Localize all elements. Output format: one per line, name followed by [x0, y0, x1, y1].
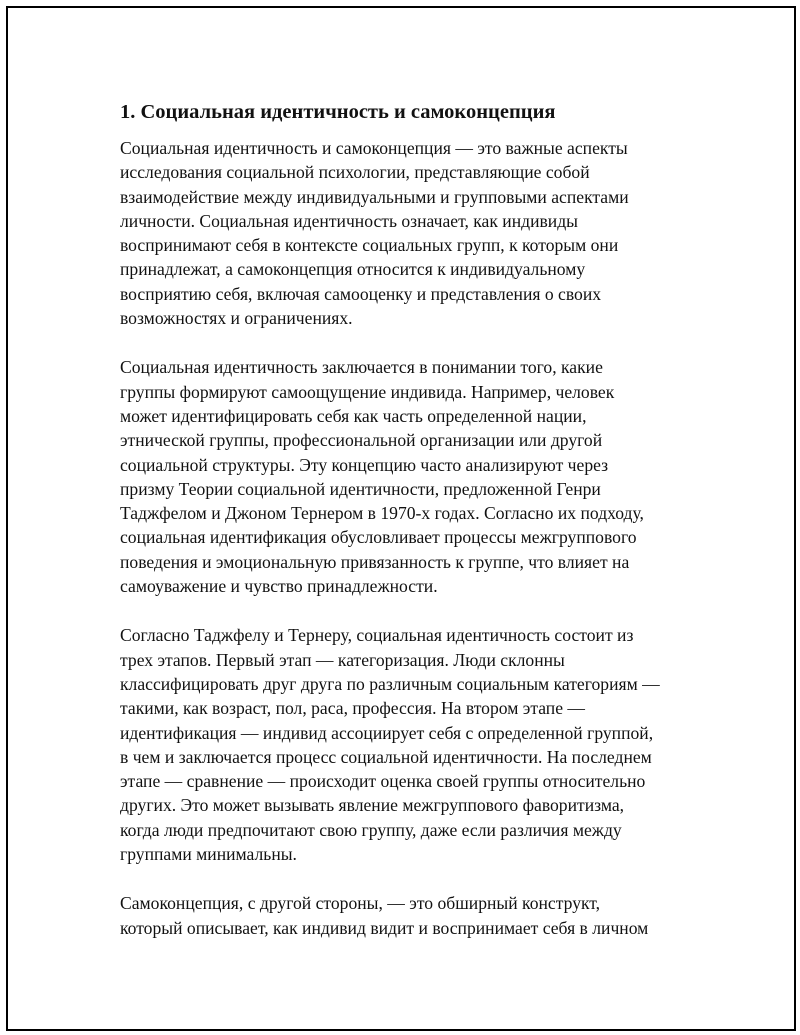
page-frame: [6, 6, 796, 1031]
text-line: такими, как возраст, пол, раса, профессия. На втором этапе —: [120, 698, 586, 719]
text-line: исследования социальной психологии, представляющие собой: [120, 162, 590, 183]
text-line: Таджфелом и Джоном Тернером в 1970-х годах. Согласно их подходу,: [120, 503, 644, 524]
text-line: который описывает, как индивид видит и воспринимает себя в личном: [120, 917, 649, 938]
text-line: самоуважение и чувство принадлежности.: [120, 576, 438, 597]
text-line: трех этапов. Первый этап — категоризация. Люди склонны: [120, 649, 565, 670]
text-line: в чем и заключается процесс социальной идентичности. На последнем: [120, 746, 652, 767]
text-line: Согласно Таджфелу и Тернеру, социальная идентичность состоит из: [120, 625, 634, 646]
text-line: группы формируют самоощущение индивида. Например, человек: [120, 381, 615, 402]
text-line: социальная идентификация обусловливает процессы межгруппового: [120, 527, 637, 548]
paragraph-3: [120, 623, 700, 866]
text-line: этапе — сравнение — происходит оценка своей группы относительно: [120, 771, 646, 792]
document-body: [120, 98, 700, 965]
text-line: поведения и эмоциональную привязанность к группе, что влияет на: [120, 551, 630, 572]
text-line: этнической группы, профессиональной организации или другой: [120, 430, 603, 451]
text-line: возможностях и ограничениях.: [120, 308, 353, 329]
paragraph-2: [120, 355, 700, 598]
text-line: когда люди предпочитают свою группу, даже если различия между: [120, 819, 622, 840]
paragraph-1: [120, 136, 700, 330]
section-heading: 1. Социальная идентичность и самоконцепция: [120, 101, 556, 123]
paragraph-4: [120, 891, 700, 940]
text-line: принадлежат, а самоконцепция относится к индивидуальному: [120, 259, 586, 280]
text-line: группами минимальны.: [120, 844, 297, 865]
text-line: воспринимают себя в контексте социальных групп, к которым они: [120, 235, 619, 256]
text-line: Социальная идентичность и самоконцепция — это важные аспекты: [120, 138, 628, 158]
text-line: идентификация — индивид ассоциирует себя с определенной группой,: [120, 722, 654, 743]
text-line: классифицировать друг друга по различным социальным категориям —: [120, 673, 660, 694]
text-line: Самоконцепция, с другой стороны, — это обширный конструкт,: [120, 893, 601, 914]
text-line: восприятию себя, включая самооценку и представления о своих: [120, 283, 602, 304]
text-line: Социальная идентичность заключается в понимании того, какие: [120, 357, 603, 378]
text-line: личности. Социальная идентичность означает, как индивиды: [120, 210, 578, 231]
text-line: призму Теории социальной идентичности, предложенной Генри: [120, 478, 601, 499]
text-line: других. Это может вызывать явление межгруппового фаворитизма,: [120, 795, 625, 816]
text-line: социальной структуры. Эту концепцию часто анализируют через: [120, 454, 609, 475]
text-line: взаимодействие между индивидуальными и групповыми аспектами: [120, 186, 629, 207]
text-line: может идентифицировать себя как часть определенной нации,: [120, 405, 587, 426]
